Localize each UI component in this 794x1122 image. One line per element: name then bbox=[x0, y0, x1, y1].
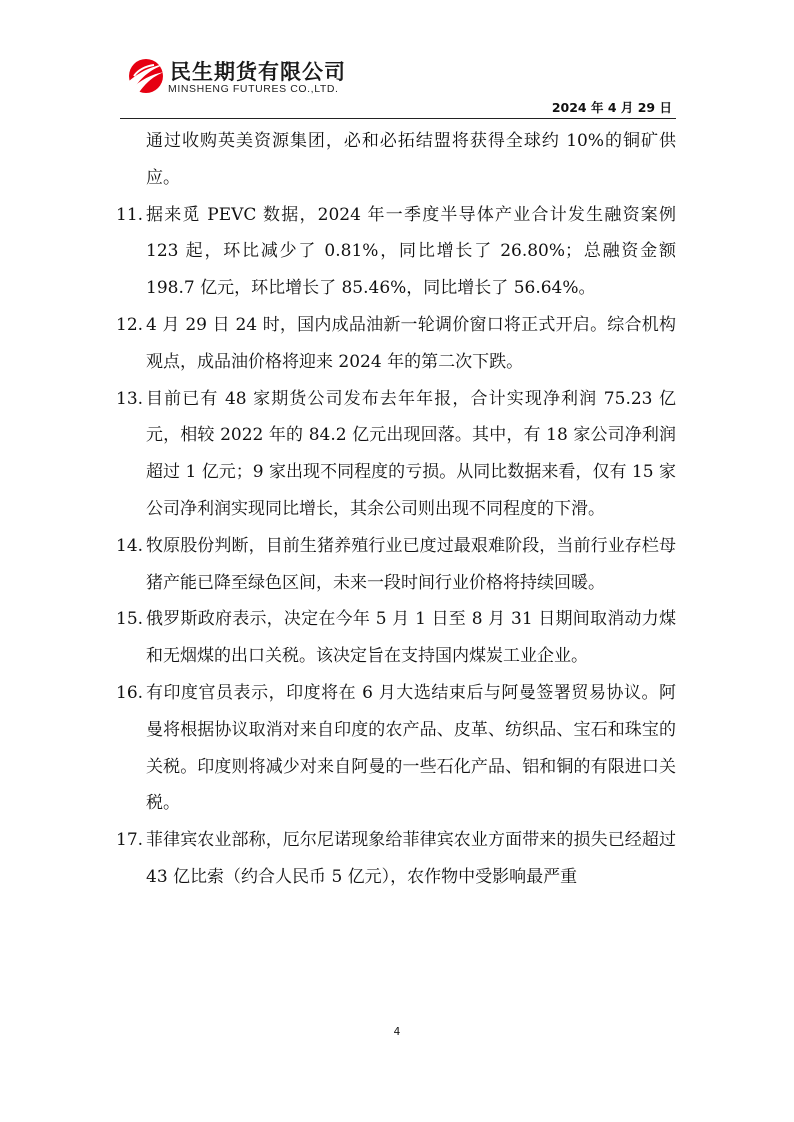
company-logo bbox=[124, 54, 364, 100]
news-item-12 bbox=[116, 307, 676, 381]
item-number: 16. bbox=[116, 682, 144, 703]
item-number: 15. bbox=[116, 609, 144, 630]
item-text: 据来觅 PEVC 数据，2024 年一季度半导体产业合计发生融资案例 123 起，环比减少了 0.81%，同比增长了 26.80%；总融资金额 198.7 亿元，环比增长了 85.46%，同比增长了 56.64%。 bbox=[146, 204, 676, 299]
news-item-11 bbox=[116, 197, 676, 307]
item-number: 17. bbox=[116, 830, 144, 851]
news-item-13 bbox=[116, 381, 676, 528]
page-header bbox=[0, 0, 794, 122]
news-item-16 bbox=[116, 675, 676, 822]
continued-paragraph: 通过收购英美资源集团，必和必拓结盟将获得全球约 10%的铜矿供应。 bbox=[146, 131, 676, 188]
logo-chinese-name: 民生期货有限公司 bbox=[170, 60, 346, 84]
item-text: 4 月 29 日 24 时，国内成品油新一轮调价窗口将正式开启。综合机构观点，成品油价格将迎来 2024 年的第二次下跌。 bbox=[146, 314, 676, 372]
header-divider bbox=[120, 118, 676, 119]
news-list bbox=[116, 123, 676, 896]
item-text: 牧原股份判断，目前生猪养殖行业已度过最艰难阶段，当前行业存栏母猪产能已降至绿色区间，未来一段时间行业价格将持续回暖。 bbox=[146, 535, 676, 593]
item-text: 俄罗斯政府表示，决定在今年 5 月 1 日至 8 月 31 日期间取消动力煤和无烟煤的出口关税。该决定旨在支持国内煤炭工业企业。 bbox=[146, 609, 676, 667]
logo-english-name: MINSHENG FUTURES CO.,LTD. bbox=[168, 83, 339, 95]
news-item-15 bbox=[116, 601, 676, 675]
item-text: 目前已有 48 家期货公司发布去年年报，合计实现净利润 75.23 亿元，相较 2022 年的 84.2 亿元出现回落。其中，有 18 家公司净利润超过 1 亿元；9 家出现不同程度的亏损。从同比数据来看，仅有 15 家公司净利润实现同比增长，其余公司则出现不同程度的下滑。 bbox=[146, 388, 676, 519]
item-text: 有印度官员表示，印度将在 6 月大选结束后与阿曼签署贸易协议。阿曼将根据协议取消对来自印度的农产品、皮革、纺织品、宝石和珠宝的关税。印度则将减少对来自阿曼的一些石化产品、铝和铜的有限进口关税。 bbox=[146, 682, 676, 814]
item-number: 12. bbox=[116, 314, 144, 335]
page-number: 4 bbox=[393, 1026, 401, 1038]
news-item-17 bbox=[116, 822, 676, 896]
item-number: 14. bbox=[116, 535, 144, 556]
minsheng-logo-icon bbox=[124, 54, 168, 98]
item-number: 11. bbox=[116, 204, 144, 225]
report-date: 2024 年 4 月 29 日 bbox=[551, 100, 672, 115]
item-number: 13. bbox=[116, 388, 144, 409]
item-text: 菲律宾农业部称，厄尔尼诺现象给菲律宾农业方面带来的损失已经超过 43 亿比索（约合人民币 5 亿元），农作物中受影响最严重 bbox=[146, 830, 676, 887]
news-item-14 bbox=[116, 528, 676, 602]
